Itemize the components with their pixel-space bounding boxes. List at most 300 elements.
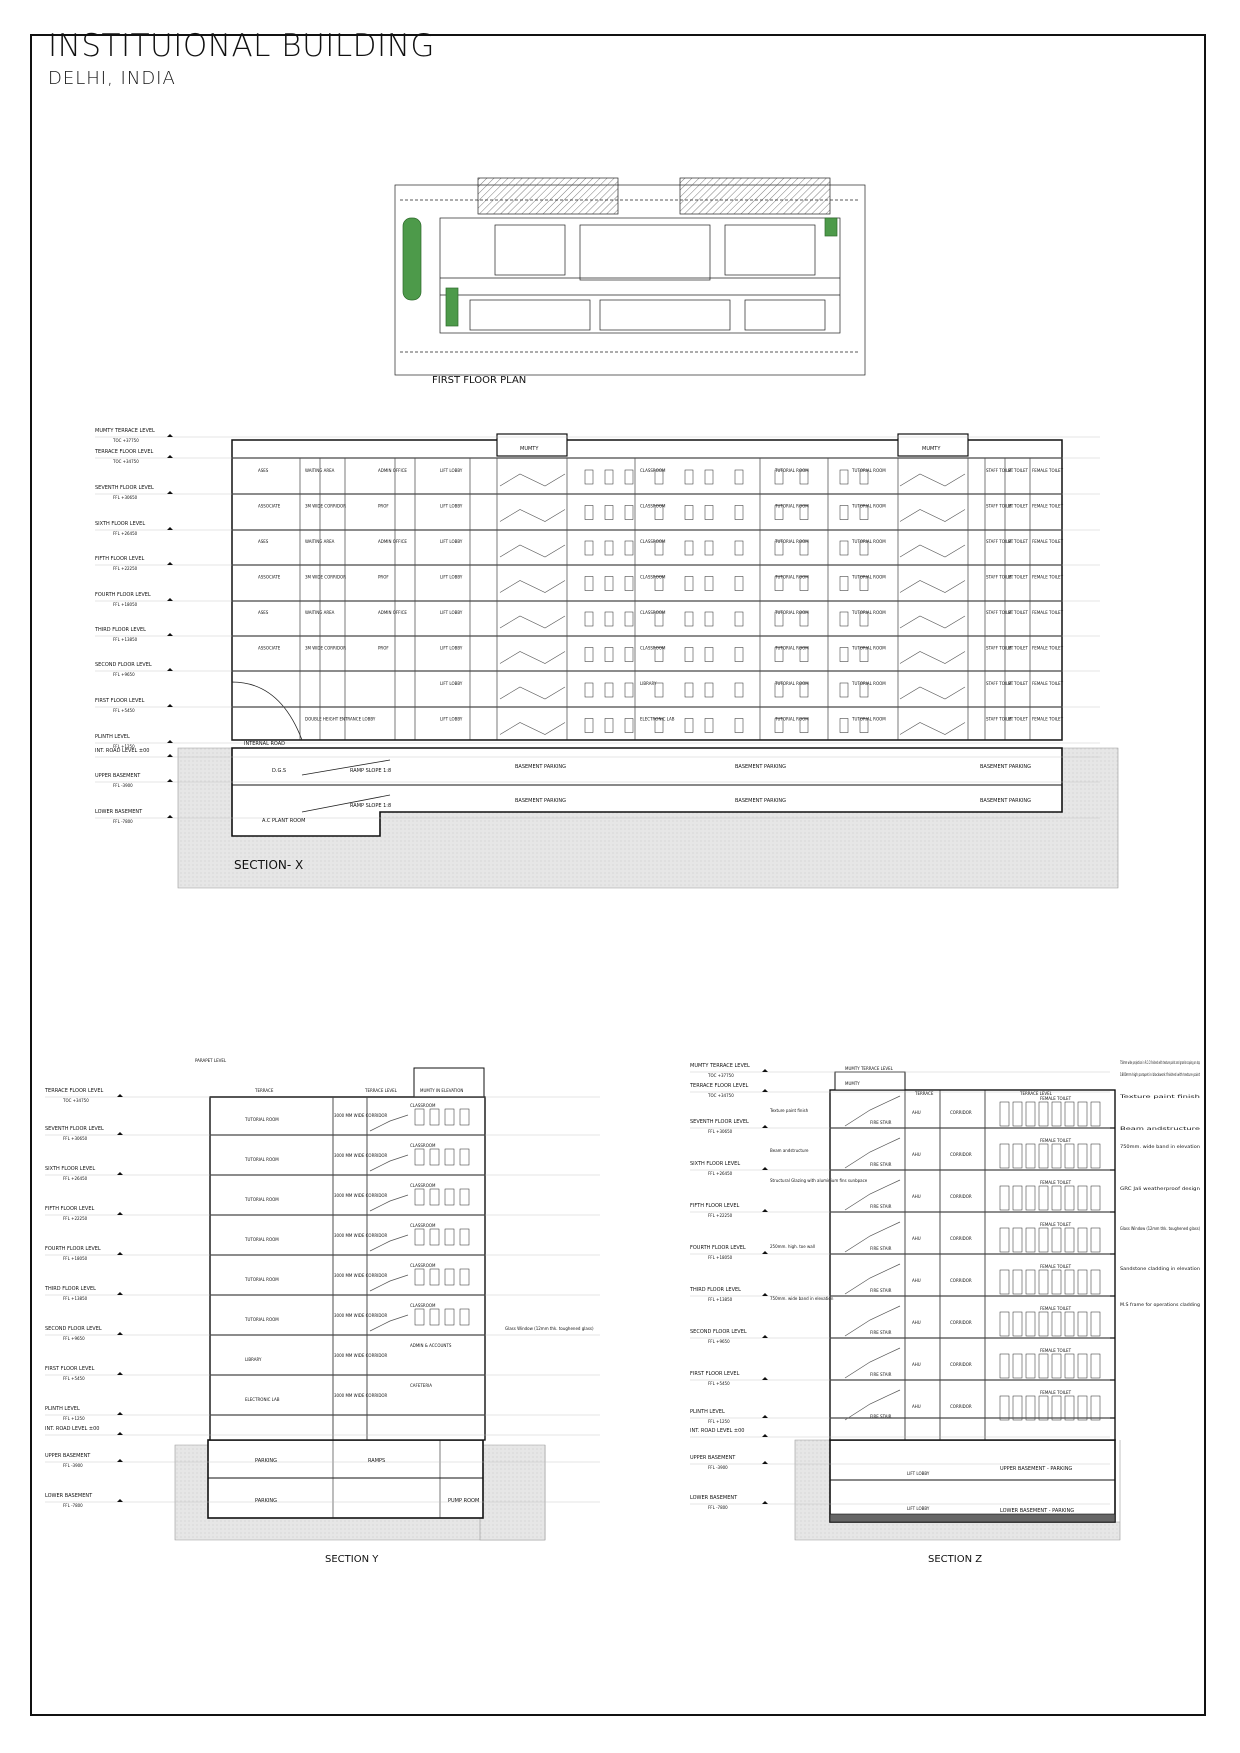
room-label: STAFF TOILET (986, 468, 1014, 473)
level-marker-icon (762, 1415, 768, 1418)
level-marker-icon (762, 1125, 768, 1128)
room-label: AHU (912, 1194, 921, 1199)
room-label: CLASSROOM (640, 503, 666, 509)
section-x (178, 434, 1118, 888)
room-label: WAITING AREA (305, 610, 335, 615)
room-label: FEMALE TOILET (1032, 468, 1064, 473)
corridor-label: 3000 MM WIDE CORRIDOR (334, 1353, 388, 1358)
level-marker-icon (762, 1069, 768, 1072)
corridor-label: 3000 MM WIDE CORRIDOR (334, 1273, 388, 1278)
room-label: ADMIN & ACCOUNTS (410, 1343, 452, 1348)
level-marker-icon (167, 815, 173, 818)
room-label: FEMALE TOILET (1040, 1348, 1072, 1353)
plan-green-strip (446, 288, 458, 326)
level-name: SIXTH FLOOR LEVEL (95, 521, 146, 527)
room-label: ADMIN OFFICE (378, 539, 407, 544)
level-marker-icon (117, 1499, 123, 1502)
level-name: LOWER BASEMENT (690, 1495, 738, 1501)
level-value: FFL -7800 (63, 1503, 83, 1508)
room-label: CLASSROOM (640, 539, 666, 544)
level-value: FFL +26450 (113, 531, 138, 536)
level-marker-icon (167, 491, 173, 494)
level-name: SECOND FLOOR LEVEL (690, 1329, 747, 1335)
level-marker-icon (117, 1459, 123, 1462)
section-y-terrace-level-label: TERRACE LEVEL (365, 1088, 397, 1093)
section-x-building (232, 440, 1062, 740)
room-label: FEMALE TOILET (1032, 716, 1064, 722)
room-label: ASES (258, 610, 269, 615)
room-label: FEMALE TOILET (1032, 503, 1064, 509)
level-marker-icon (117, 1132, 123, 1135)
room-label: CLASSROOM (640, 610, 666, 615)
level-marker-icon (762, 1251, 768, 1254)
level-value: FFL +13850 (63, 1296, 88, 1301)
room-label: LIBRARY (245, 1357, 262, 1362)
room-label: LIFT LOBBY (440, 681, 463, 686)
level-marker-icon (167, 527, 173, 530)
level-value: FFL -3900 (63, 1463, 83, 1468)
room-label: STAFF TOILET (986, 716, 1014, 722)
room-label: M. TOILET (1008, 681, 1028, 686)
level-marker-icon (117, 1372, 123, 1375)
room-label: TUTORIAL ROOM (245, 1157, 279, 1162)
level-marker-icon (762, 1293, 768, 1296)
level-name: MUMTY TERRACE LEVEL (95, 428, 155, 434)
section-x-parking-3: BASEMENT PARKING (980, 764, 1031, 770)
level-value: FFL +5450 (63, 1376, 85, 1381)
level-name: FOURTH FLOOR LEVEL (690, 1245, 746, 1251)
corridor-label: 3000 MM WIDE CORRIDOR (334, 1193, 388, 1198)
room-label: STAFF TOILET (986, 503, 1014, 509)
room-label: CLASSROOM (410, 1183, 436, 1188)
section-x-mumty-label-left: MUMTY (520, 446, 539, 452)
level-name: INT. ROAD LEVEL ±00 (690, 1428, 745, 1434)
level-marker-icon (117, 1292, 123, 1295)
room-label: ASES (258, 468, 269, 473)
room-label: LIFT LOBBY (440, 645, 463, 651)
level-marker-icon (167, 779, 173, 782)
room-label: CLASSROOM (640, 468, 666, 473)
section-x-ac-plant: A.C PLANT ROOM (262, 818, 306, 824)
level-marker-icon (167, 704, 173, 707)
plan-building-outline (440, 218, 840, 333)
room-label: AHU (912, 1110, 921, 1115)
room-label: CORRIDOR (950, 1362, 972, 1367)
room-label: FEMALE TOILET (1032, 610, 1064, 615)
room-label: STAFF TOILET (986, 610, 1014, 615)
room-label: FIRE STAIR (870, 1120, 892, 1125)
room-label: M. TOILET (1008, 716, 1028, 722)
room-label: FIRE STAIR (870, 1162, 892, 1167)
room-label: M. TOILET (1008, 468, 1028, 473)
level-value: FFL -7800 (708, 1505, 728, 1510)
level-value: FFL +30650 (63, 1136, 88, 1141)
room-label: ASSOCIATE (258, 645, 281, 651)
room-label: FIRE STAIR (870, 1246, 892, 1251)
level-marker-icon (117, 1252, 123, 1255)
room-label: AHU (912, 1236, 921, 1241)
section-y-ramps: RAMPS (368, 1458, 386, 1464)
room-label: FEMALE TOILET (1040, 1306, 1072, 1311)
level-marker-icon (117, 1412, 123, 1415)
level-name: INT. ROAD LEVEL ±00 (95, 748, 150, 754)
room-label: STAFF TOILET (986, 681, 1014, 686)
level-marker-icon (117, 1212, 123, 1215)
room-label: FEMALE TOILET (1040, 1390, 1072, 1395)
room-label: ASSOCIATE (258, 574, 281, 580)
room-label: FEMALE TOILET (1032, 681, 1064, 686)
level-value: FFL -7800 (113, 819, 133, 824)
section-x-dg: D.G.S (272, 768, 287, 774)
section-x-caption: SECTION- X (234, 858, 304, 872)
room-label: CORRIDOR (950, 1404, 972, 1409)
level-marker-icon (762, 1501, 768, 1504)
section-x-mumty-left (497, 434, 567, 456)
level-name: TERRACE FLOOR LEVEL (95, 449, 154, 455)
level-name: SEVENTH FLOOR LEVEL (45, 1126, 104, 1132)
room-label: STAFF TOILET (986, 645, 1014, 651)
level-name: TERRACE FLOOR LEVEL (690, 1083, 749, 1089)
section-z-lift-lobby-1: LIFT LOBBY (907, 1471, 930, 1476)
section-y-parking-lower: PARKING (255, 1498, 277, 1504)
level-name: UPPER BASEMENT (690, 1455, 736, 1461)
level-name: FOURTH FLOOR LEVEL (45, 1246, 101, 1252)
section-y-glass-note: Glass Window (12mm thk. toughened glass) (505, 1326, 594, 1331)
room-label: FIRE STAIR (870, 1372, 892, 1377)
room-label: M. TOILET (1008, 645, 1028, 651)
room-label: TUTORIAL ROOM (245, 1317, 279, 1322)
level-value: FFL -3900 (708, 1465, 728, 1470)
room-label: CLASSROOM (640, 645, 666, 651)
level-value: FFL +26450 (708, 1171, 733, 1176)
section-y-parking-upper: PARKING (255, 1458, 277, 1464)
level-value: FFL +5450 (708, 1381, 730, 1386)
room-label: CAFETERIA (410, 1383, 433, 1388)
room-label: TUTORIAL ROOM (852, 681, 886, 686)
room-label: TUTORIAL ROOM (852, 574, 886, 580)
room-label: TUTORIAL ROOM (775, 468, 809, 473)
annotation-note: 750mm. wide band in elevation (770, 1296, 834, 1301)
level-value: TOC +34750 (63, 1098, 89, 1103)
level-value: FFL +18050 (113, 602, 138, 607)
level-marker-icon (762, 1167, 768, 1170)
level-marker-icon (167, 740, 173, 743)
annotation-note: Structural Glazing with aluminium fins sunbpace (770, 1178, 868, 1183)
annotation-note: Beam andstructure (770, 1148, 809, 1153)
room-label: FIRE STAIR (870, 1288, 892, 1293)
room-label: TUTORIAL ROOM (245, 1197, 279, 1202)
level-marker-icon (117, 1332, 123, 1335)
room-label: LIFT LOBBY (440, 716, 463, 722)
room-label: CORRIDOR (950, 1152, 972, 1157)
annotation-note: Texture paint finish (770, 1108, 809, 1113)
section-z-building (830, 1090, 1115, 1440)
level-value: FFL +26450 (63, 1176, 88, 1181)
annotation-note: 750mm wide projection in R.C.C finished with texture paint and granite coping on top (1120, 1060, 1201, 1065)
level-name: SEVENTH FLOOR LEVEL (690, 1119, 749, 1125)
room-label: CORRIDOR (950, 1194, 972, 1199)
level-name: MUMTY TERRACE LEVEL (690, 1063, 750, 1069)
room-label: LIFT LOBBY (440, 574, 463, 580)
section-z-terrace-level-label: TERRACE LEVEL (1020, 1091, 1052, 1096)
room-label: FEMALE TOILET (1040, 1138, 1072, 1143)
room-label: TUTORIAL ROOM (775, 681, 809, 686)
room-label: CLASSROOM (640, 574, 666, 580)
room-label: FEMALE TOILET (1040, 1264, 1072, 1269)
level-value: FFL +22250 (708, 1213, 733, 1218)
section-z-notes-right (1118, 1060, 1201, 1307)
level-name: TERRACE FLOOR LEVEL (45, 1088, 104, 1094)
level-marker-icon (117, 1432, 123, 1435)
level-marker-icon (762, 1377, 768, 1380)
level-marker-icon (167, 754, 173, 757)
section-x-parking-6: BASEMENT PARKING (980, 798, 1031, 804)
section-y-terrace-label: TERRACE (255, 1088, 274, 1093)
room-label: M. TOILET (1008, 539, 1028, 544)
level-value: FFL +13850 (708, 1297, 733, 1302)
room-label: TUTORIAL ROOM (852, 645, 886, 651)
level-marker-icon (167, 455, 173, 458)
room-label: TUTORIAL ROOM (852, 503, 886, 509)
room-label: STAFF TOILET (986, 539, 1014, 544)
level-value: FFL +18050 (63, 1256, 88, 1261)
annotation-note: Texture paint finish (1117, 1094, 1201, 1099)
section-z-caption: SECTION Z (928, 1554, 983, 1565)
plan-hall (580, 225, 710, 280)
room-label: LIFT LOBBY (440, 503, 463, 509)
room-label: CLASSROOM (410, 1303, 436, 1308)
section-x-ramp-lower: RAMP SLOPE 1:8 (350, 803, 392, 809)
level-name: PLINTH LEVEL (690, 1409, 725, 1415)
level-value: FFL +22250 (63, 1216, 88, 1221)
plan-caption: FIRST FLOOR PLAN (432, 375, 527, 386)
room-label: TUTORIAL ROOM (245, 1277, 279, 1282)
level-marker-icon (167, 562, 173, 565)
plan-top-hatch-right (680, 178, 830, 214)
room-label: ADMIN OFFICE (378, 610, 407, 615)
room-label: LIFT LOBBY (440, 610, 463, 615)
room-label: CORRIDOR (950, 1320, 972, 1325)
room-label: PROF (378, 574, 389, 580)
level-marker-icon (762, 1089, 768, 1092)
room-label: M. TOILET (1008, 574, 1028, 580)
level-name: UPPER BASEMENT (45, 1453, 91, 1459)
section-z-mumty-label: MUMTY (845, 1081, 860, 1086)
level-name: INT. ROAD LEVEL ±00 (45, 1426, 100, 1432)
room-label: LIFT LOBBY (440, 539, 463, 544)
annotation-note: 250mm. high. toe wall (770, 1244, 815, 1249)
sheet-subtitle: DELHI, INDIA (48, 68, 176, 89)
annotation-note: Sandstone cladding in elevation (1120, 1266, 1201, 1271)
room-label: TUTORIAL ROOM (852, 716, 886, 722)
level-name: FOURTH FLOOR LEVEL (95, 592, 151, 598)
level-name: LOWER BASEMENT (95, 809, 143, 815)
section-x-parking-5: BASEMENT PARKING (735, 798, 786, 804)
level-value: FFL +9650 (708, 1339, 730, 1344)
room-label: AHU (912, 1152, 921, 1157)
section-y-caption: SECTION Y (325, 1554, 379, 1565)
annotation-note: GRC Jali weatherproof design (1120, 1186, 1201, 1191)
level-name: FIRST FLOOR LEVEL (690, 1371, 740, 1377)
level-name: FIFTH FLOOR LEVEL (45, 1206, 95, 1212)
annotation-note: 750mm. wide band in elevation (1120, 1144, 1201, 1149)
level-value: FFL +5450 (113, 708, 135, 713)
section-y (175, 1068, 545, 1540)
level-marker-icon (167, 668, 173, 671)
section-x-parking-4: BASEMENT PARKING (515, 798, 566, 804)
room-label: TUTORIAL ROOM (775, 716, 809, 722)
level-marker-icon (762, 1209, 768, 1212)
level-value: TOC +37750 (708, 1073, 734, 1078)
annotation-note: Beam andstructure (1120, 1126, 1202, 1131)
level-marker-icon (167, 434, 173, 437)
room-label: TUTORIAL ROOM (852, 610, 886, 615)
level-marker-icon (117, 1094, 123, 1097)
level-name: THIRD FLOOR LEVEL (690, 1287, 741, 1293)
room-label: CLASSROOM (410, 1143, 436, 1148)
plan-green-left (403, 218, 421, 300)
level-name: SEVENTH FLOOR LEVEL (95, 485, 154, 491)
room-label: CORRIDOR (950, 1278, 972, 1283)
room-label: TUTORIAL ROOM (245, 1237, 279, 1242)
room-label: TUTORIAL ROOM (245, 1117, 279, 1122)
level-value: FFL +22250 (113, 566, 138, 571)
room-label: FEMALE TOILET (1032, 539, 1064, 544)
room-label: ELECTRONIC LAB (640, 716, 675, 722)
first-floor-plan (395, 178, 865, 375)
room-label: AHU (912, 1320, 921, 1325)
section-x-mumty-right (898, 434, 968, 456)
section-x-mumty-label-right: MUMTY (922, 446, 941, 452)
level-value: TOC +34750 (708, 1093, 734, 1098)
room-label: M. TOILET (1008, 503, 1028, 509)
room-label: AHU (912, 1362, 921, 1367)
room-label: FEMALE TOILET (1032, 645, 1064, 651)
room-label: ASSOCIATE (258, 503, 281, 509)
level-marker-icon (167, 598, 173, 601)
room-label: TUTORIAL ROOM (775, 645, 809, 651)
section-y-mumty-label: MUMTY IN ELEVATION (420, 1088, 464, 1093)
level-marker-icon (167, 633, 173, 636)
section-z-upper-basement: UPPER BASEMENT - PARKING (1000, 1466, 1073, 1472)
corridor-label: 3000 MM WIDE CORRIDOR (334, 1153, 388, 1158)
room-label: ELECTRONIC LAB (245, 1397, 280, 1402)
level-marker-icon (762, 1434, 768, 1437)
room-label: DOUBLE HEIGHT ENTRANCE LOBBY (305, 716, 376, 722)
annotation-note: 1800mm high parapet in blockwork finished with texture paint (1120, 1072, 1201, 1077)
room-label: LIBRARY (640, 681, 657, 686)
level-name: THIRD FLOOR LEVEL (95, 627, 146, 633)
room-label: 3M WIDE CORRIDOR (305, 574, 346, 580)
level-value: FFL +13850 (113, 637, 138, 642)
room-label: FEMALE TOILET (1040, 1180, 1072, 1185)
room-label: TUTORIAL ROOM (775, 539, 809, 544)
room-label: FEMALE TOILET (1040, 1096, 1072, 1101)
room-label: FIRE STAIR (870, 1204, 892, 1209)
level-marker-icon (762, 1335, 768, 1338)
room-label: TUTORIAL ROOM (852, 539, 886, 544)
corridor-label: 3000 MM WIDE CORRIDOR (334, 1313, 388, 1318)
room-label: FEMALE TOILET (1040, 1222, 1072, 1227)
corridor-label: 3000 MM WIDE CORRIDOR (334, 1393, 388, 1398)
room-label: CLASSROOM (410, 1103, 436, 1108)
corridor-label: 3000 MM WIDE CORRIDOR (334, 1113, 388, 1118)
level-value: TOC +34750 (113, 459, 139, 464)
level-value: FFL +30650 (113, 495, 138, 500)
section-x-ramp-upper: RAMP SLOPE 1:8 (350, 768, 392, 774)
level-value: TOC +37750 (113, 438, 139, 443)
level-name: PLINTH LEVEL (95, 734, 130, 740)
section-y-parapet-label: PARAPET LEVEL (195, 1058, 227, 1063)
level-name: LOWER BASEMENT (45, 1493, 93, 1499)
level-value: FFL +1250 (63, 1416, 85, 1421)
room-label: TUTORIAL ROOM (775, 503, 809, 509)
level-value: FFL +1250 (113, 744, 135, 749)
room-label: PROF (378, 645, 389, 651)
room-label: TUTORIAL ROOM (775, 610, 809, 615)
level-name: SIXTH FLOOR LEVEL (45, 1166, 96, 1172)
room-label: WAITING AREA (305, 539, 335, 544)
room-label: AHU (912, 1278, 921, 1283)
section-y-pump-room: PUMP ROOM (448, 1498, 480, 1504)
room-label: ASES (258, 539, 269, 544)
room-label: FEMALE TOILET (1032, 574, 1064, 580)
room-label: FIRE STAIR (870, 1414, 892, 1419)
room-label: LIFT LOBBY (440, 468, 463, 473)
level-name: FIFTH FLOOR LEVEL (690, 1203, 740, 1209)
level-name: FIRST FLOOR LEVEL (95, 698, 145, 704)
level-name: FIRST FLOOR LEVEL (45, 1366, 95, 1372)
section-z-terrace-label: TERRACE (915, 1091, 934, 1096)
room-label: FIRE STAIR (870, 1330, 892, 1335)
room-label: WAITING AREA (305, 468, 335, 473)
room-label: STAFF TOILET (986, 574, 1014, 580)
room-label: ADMIN OFFICE (378, 468, 407, 473)
plan-top-hatch-left (478, 178, 618, 214)
level-value: FFL +30650 (708, 1129, 733, 1134)
section-z-lower-basement: LOWER BASEMENT - PARKING (1000, 1508, 1075, 1514)
section-y-basement (208, 1440, 483, 1518)
level-marker-icon (762, 1461, 768, 1464)
level-name: SECOND FLOOR LEVEL (95, 662, 152, 668)
section-z-lift-lobby-2: LIFT LOBBY (907, 1506, 930, 1511)
level-name: UPPER BASEMENT (95, 773, 141, 779)
level-name: PLINTH LEVEL (45, 1406, 80, 1412)
level-value: FFL +9650 (63, 1336, 85, 1341)
level-value: FFL +9650 (113, 672, 135, 677)
section-x-internal-road: INTERNAL ROAD (244, 741, 286, 747)
annotation-note: M.S frame for operations cladding (1120, 1302, 1201, 1307)
level-name: SIXTH FLOOR LEVEL (690, 1161, 741, 1167)
room-label: TUTORIAL ROOM (775, 574, 809, 580)
level-name: SECOND FLOOR LEVEL (45, 1326, 102, 1332)
level-name: FIFTH FLOOR LEVEL (95, 556, 145, 562)
section-z-mumty-terrace-label: MUMTY TERRACE LEVEL (845, 1066, 893, 1071)
corridor-label: 3000 MM WIDE CORRIDOR (334, 1233, 388, 1238)
room-label: TUTORIAL ROOM (852, 468, 886, 473)
level-value: FFL +1250 (708, 1419, 730, 1424)
room-label: M. TOILET (1008, 610, 1028, 615)
section-x-parking-2: BASEMENT PARKING (735, 764, 786, 770)
level-value: FFL +18050 (708, 1255, 733, 1260)
room-label: PROF (378, 503, 389, 509)
room-label: CORRIDOR (950, 1236, 972, 1241)
section-y-building (210, 1097, 485, 1440)
level-value: FFL -3900 (113, 783, 133, 788)
level-marker-icon (117, 1172, 123, 1175)
section-x-parking-1: BASEMENT PARKING (515, 764, 566, 770)
annotation-note: Glass Window (12mm thk. toughened glass) (1120, 1226, 1201, 1231)
